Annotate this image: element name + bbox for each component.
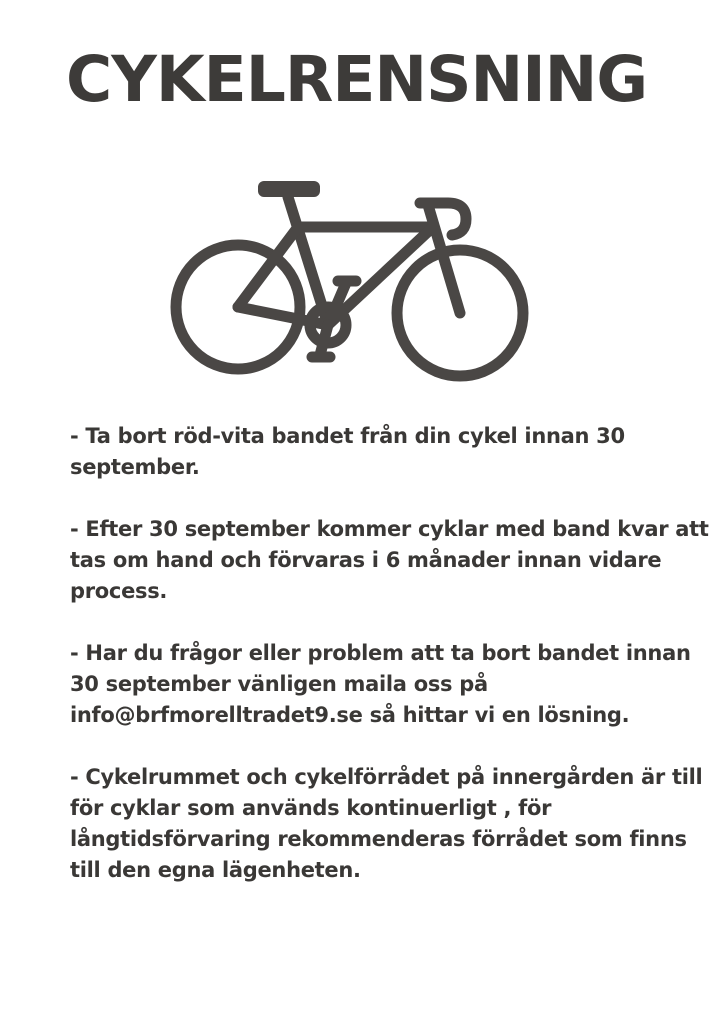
info-paragraph: - Ta bort röd-vita bandet från din cykel innan 30 september. [70, 424, 625, 479]
poster-title: CYKELRENSNING [66, 43, 648, 116]
info-paragraph: - Efter 30 september kommer cyklar med band kvar att tas om hand och förvaras i 6 månader innan vidare process. [70, 517, 709, 603]
info-paragraphs [70, 421, 710, 917]
bicycle-icon [170, 175, 532, 387]
info-paragraph: - Cykelrummet och cykelförrådet på innergården är till för cyklar som används kontinuerligt , för långtidsförvaring rekommenderas förrådet som finns till den egna lägenheten. [70, 765, 703, 882]
info-paragraph: - Har du frågor eller problem att ta bort bandet innan 30 september vänligen maila oss på info@brfmorelltradet9.se så hittar vi en lösning. [70, 641, 691, 727]
